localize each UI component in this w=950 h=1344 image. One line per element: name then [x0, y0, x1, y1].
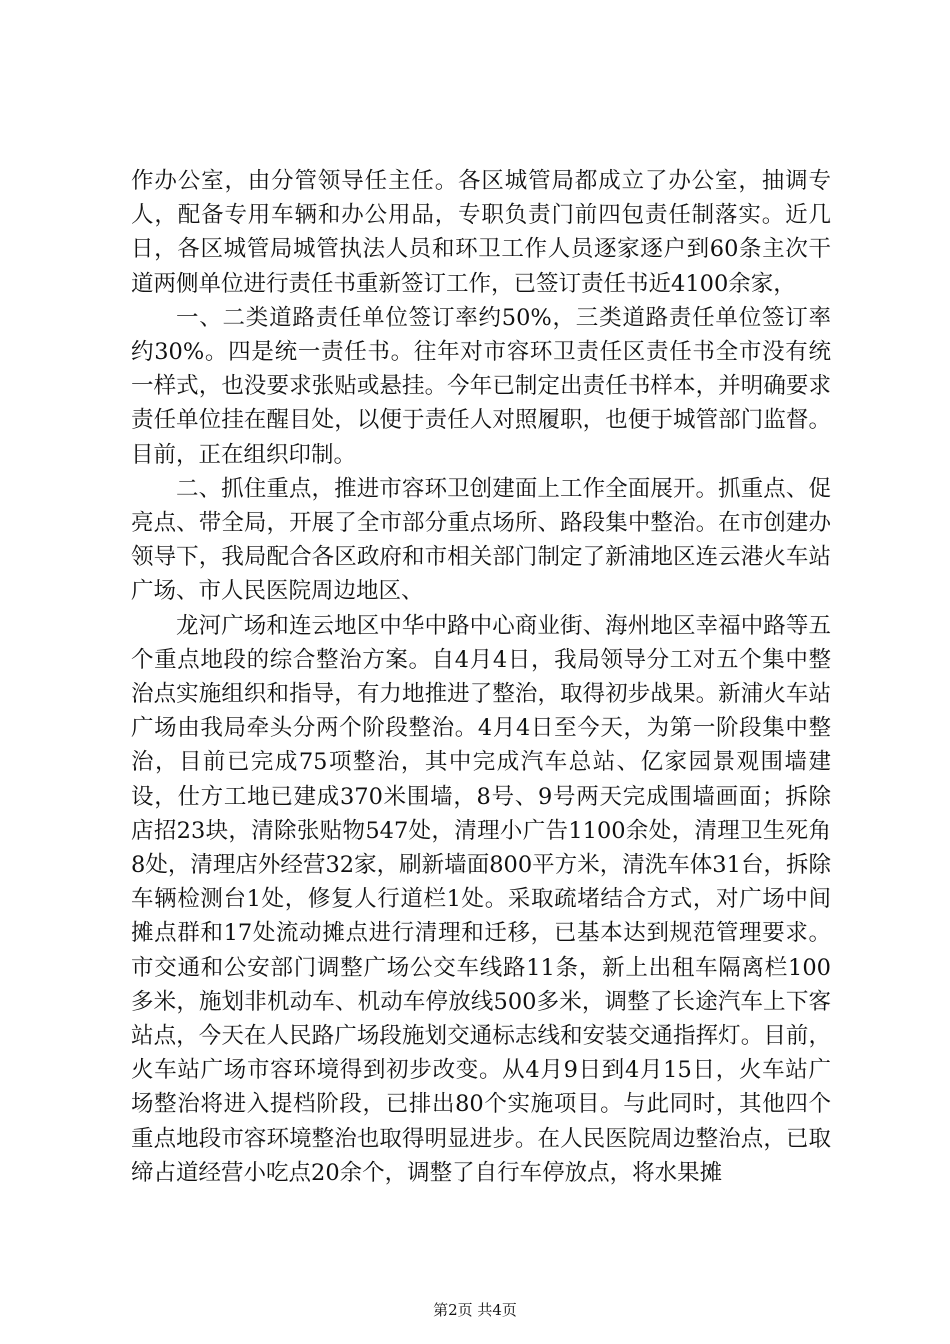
document-body: [131, 164, 831, 1190]
paragraph-2: 一、二类道路责任单位签订率约50%，三类道路责任单位签订率约30%。四是统一责任书。往年对市容环卫责任区责任书全市没有统一样式，也没要求张贴或悬挂。今年已制定出责任书样本，并明确要求责任单位挂在醒目处，以便于责任人对照履职，也便于城管部门监督。目前，正在组织印制。: [131, 304, 831, 468]
page-footer: 第2页 共4页: [433, 1301, 517, 1319]
paragraph-3: 二、抓住重点，推进市容环卫创建面上工作全面展开。抓重点、促亮点、带全局，开展了全市部分重点场所、路段集中整治。在市创建办领导下，我局配合各区政府和市相关部门制定了新浦地区连云港火车站广场、市人民医院周边地区、: [131, 475, 831, 605]
paragraph-4: 龙河广场和连云地区中华中路中心商业街、海州地区幸福中路等五个重点地段的综合整治方案。自4月4日，我局领导分工对五个集中整治点实施组织和指导，有力地推进了整治，取得初步战果。新浦火车站广场由我局牵头分两个阶段整治。4月4日至今天，为第一阶段集中整治，目前已完成75项整治，其中完成汽车总站、亿家园景观围墙建设，仕方工地已建成370米围墙，8号、9号两天完成围墙画面；拆除店招23块，清除张贴物547处，清理小广告1100余处，清理卫生死角8处，清理店外经营32家，刷新墙面800平方米，清洗车体31台，拆除车辆检测台1处，修复人行道栏1处。采取疏堵结合方式，对广场中间摊点群和17处流动摊点进行清理和迁移，已基本达到规范管理要求。市交通和公安部门调整广场公交车线路11条，新上出租车隔离栏100多米，施划非机动车、机动车停放线500多米，调整了长途汽车上下客站点，今天在人民路广场段施划交通标志线和安装交通指挥灯。目前，火车站广场市容环境得到初步改变。从4月9日到4月15日，火车站广场整治将进入提档阶段，已排出80个实施项目。与此同时，其他四个重点地段市容环境整治也取得明显进步。在人民医院周边整治点，已取缔占道经营小吃点20余个，调整了自行车停放点，将水果摊: [131, 612, 831, 1186]
paragraph-1: 作办公室，由分管领导任主任。各区城管局都成立了办公室，抽调专人，配备专用车辆和办公用品，专职负责门前四包责任制落实。近几日，各区城管局城管执法人员和环卫工作人员逐家逐户到60条主次干道两侧单位进行责任书重新签订工作，已签订责任书近4100余家，: [131, 168, 831, 297]
